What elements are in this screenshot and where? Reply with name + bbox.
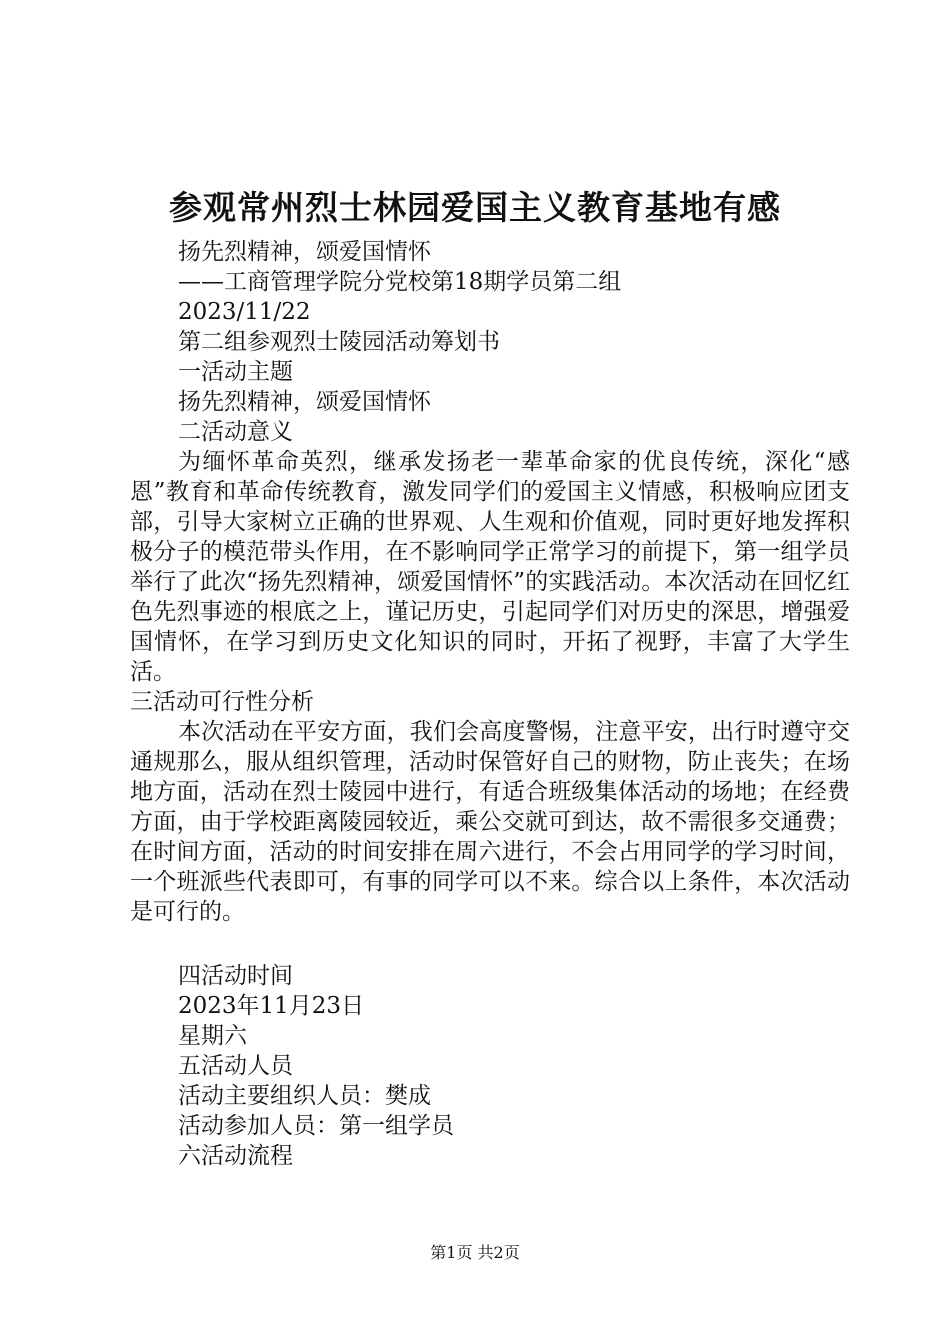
spacer	[130, 927, 850, 961]
section-heading-time: 四活动时间	[178, 963, 293, 989]
paragraph-significance: 为缅怀革命英烈，继承发扬老一辈革命家的优良传统，深化“感恩”教育和革命传统教育，激发同学们的爱国主义情感，积极响应团支部，引导大家树立正确的世界观、人生观和价值观，同时更好地发挥积极分子的模范带头作用，在不影响同学正常学习的前提下，第一组学员举行了此次“扬先烈精神，颂爱国情怀”的实践活动。本次活动在回忆红色先烈事迹的根底之上，谨记历史，引起同学们对历史的深思，增强爱国情怀，在学习到历史文化知识的同时，开拓了视野，丰富了大学生活。	[130, 449, 850, 685]
document-title: 参观常州烈士林园爱国主义教育基地有感	[169, 188, 781, 227]
subtitle-line: 扬先烈精神，颂爱国情怀	[178, 239, 431, 265]
section-heading-theme: 一活动主题	[178, 359, 293, 385]
page-footer: 第1页 共2页	[430, 1243, 520, 1262]
section-heading-personnel: 五活动人员	[178, 1053, 293, 1079]
participants-line: 活动参加人员：第一组学员	[178, 1113, 454, 1139]
section-heading-significance: 二活动意义	[178, 419, 293, 445]
organizer-line: 活动主要组织人员：樊成	[178, 1083, 431, 1109]
activity-weekday: 星期六	[178, 1023, 247, 1049]
theme-text: 扬先烈精神，颂爱国情怀	[178, 389, 431, 415]
section-heading-process: 六活动流程	[178, 1143, 293, 1169]
author-line: ——工商管理学院分党校第18期学员第二组	[178, 269, 622, 295]
section-heading-feasibility: 三活动可行性分析	[130, 689, 314, 715]
document-body	[130, 237, 850, 1171]
date-line: 2023/11/22	[178, 299, 311, 325]
plan-title-line: 第二组参观烈士陵园活动筹划书	[178, 329, 500, 355]
paragraph-feasibility: 本次活动在平安方面，我们会高度警惕，注意平安，出行时遵守交通规那么，服从组织管理，活动时保管好自己的财物，防止丧失；在场地方面，活动在烈士陵园中进行，有适合班级集体活动的场地；在经费方面，由于学校距离陵园较近，乘公交就可到达，故不需很多交通费；在时间方面，活动的时间安排在周六进行，不会占用同学的学习时间，一个班派些代表即可，有事的同学可以不来。综合以上条件，本次活动是可行的。	[130, 719, 850, 925]
activity-date: 2023年11月23日	[178, 993, 365, 1019]
